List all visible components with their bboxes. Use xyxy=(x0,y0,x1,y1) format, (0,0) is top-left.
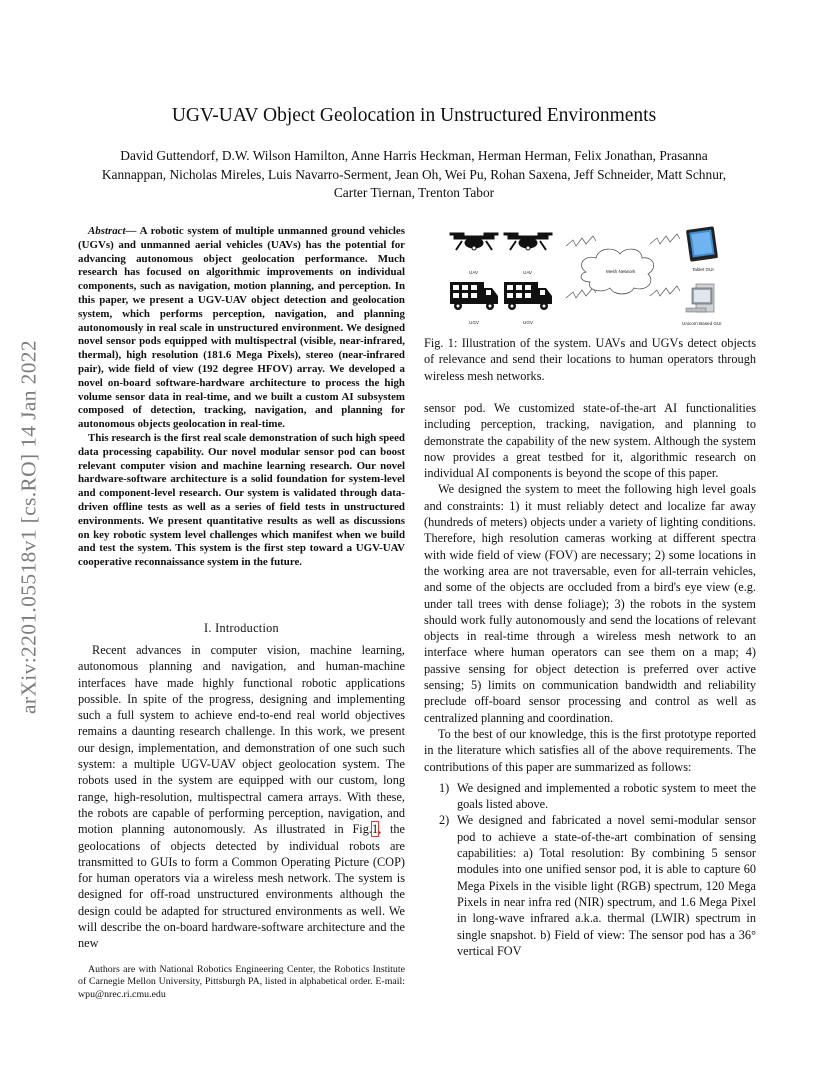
tablet-gui-icon xyxy=(686,226,718,262)
right-paragraph-2: We designed the system to meet the following high level goals and constraints: 1) it must reliably detect and localize far away (hundreds of meters) objects under a variety of lighting conditions. Therefore, high resolution cameras working at different spectra with wide field of view (FOV) are necessary; 2) some locations in the working area are not traversable, even for all-terrain vehicles, and some of the objects are occluded from a bird's eye view (e.g. under tall trees with dense foliage); 3) the robots in the system should work fully autonomously and send the locations of relevant objects in real-time through a wireless mesh network to an interface where human operators can see them on a map; 4) passive sensing for object detection is preferred over active sensing; 5) limits on communication bandwidth and reliability preclude off-board sensor processing and control as well as centralized planning and coordination. xyxy=(424,482,756,725)
abstract-dash: — xyxy=(125,225,137,237)
contributions-list xyxy=(424,780,756,959)
right-paragraph-3: To the best of our knowledge, this is the first prototype reported in the literature which satisfies all of the above requirements. The contributions of this paper are summarized as follows: xyxy=(424,726,756,774)
introduction-paragraph-1 xyxy=(78,642,405,952)
arxiv-identifier-text: arXiv:2201.05518v1 [cs.RO] 14 Jan 2022 xyxy=(16,340,41,714)
uav-1-icon xyxy=(450,233,498,250)
list-item xyxy=(424,812,756,959)
right-paragraph-1: sensor pod. We customized state-of-the-art AI functionalities including perception, tracking, navigation, and planning to demonstrate the capability of the new system. Although the system now provides a great testbed for it, algorithmic research on individual AI components is beyond the scope of this paper. xyxy=(424,401,756,481)
computer-gui-icon xyxy=(686,284,714,312)
abstract-label: Abstract xyxy=(88,225,126,237)
abstract-paragraph-2: This research is the first real scale demonstration of such high speed data processing capability. Our novel modular sensor pod can boost relevant computer vision and machine learning research. Our novel hardware-software architecture is a solid foundation for system-level and component-level research. Our system is validated through data-driven offline tests as well as a series of field tests in unstructured environments. We present quantitative results as well as discussions on key robotic system level challenges which manifest when we build and test the system. This system is the first step toward a UGV-UAV cooperative reconnaissance system in the future. xyxy=(78,431,405,569)
ugv-1-icon xyxy=(450,282,498,310)
intro-text-a: Recent advances in computer vision, machine learning, autonomous planning and navigation, and human-machine interfaces have made highly functional robotic applications possible. In spite of the progress, designing and implementing such a full system to achieve end-to-end real world objectives remains a daunting research challenge. In this work, we present our design, implementation, and demonstration of one such such system: a multiple UGV-UAV object geolocation system. The robots used in the system are equipped with our custom, long range, high-resolution, multispectral camera arrays. With these, the robots are capable of performing perception, navigation, and motion planning autonomously. As illustrated in Fig. xyxy=(78,643,405,837)
abstract xyxy=(78,225,405,570)
list-item-text: We designed and implemented a robotic system to meet the goals listed above. xyxy=(457,780,756,812)
arxiv-identifier xyxy=(10,292,48,762)
ugv-2-icon xyxy=(504,282,552,310)
list-item-number: 1) xyxy=(439,780,450,795)
uav-2-icon xyxy=(504,233,552,250)
author-list: David Guttendorf, D.W. Wilson Hamilton, Anne Harris Heckman, Herman Herman, Felix Jonathan, Prasanna Kannappan, Nicholas Mireles, Luis Navarro-Serment, Jean Oh, Wei Pu, Rohan Saxena, Jeff Schneider, Matt Schnur, Carter Tiernan, Trenton Tabor xyxy=(101,148,727,201)
list-item-text: We designed and fabricated a novel semi-modular sensor pod to achieve a state-of-the-art combination of sensing capabilities: a) Total resolution: By combining 5 sensor modules into one unified sensor pod, it is able to capture 60 Mega Pixels in the visible light (RGB) spectrum, 120 Mega Pixels in near infra red (NIR) spectrum, and 1.6 Mega Pixel in long-wave infrared a.k.a. thermal (LWIR) spectrum in single snapshot. b) Field of view: The sensor pod has a 36° vertical FOV xyxy=(457,813,756,958)
section-heading-text: I. Introduction xyxy=(204,621,279,635)
list-item xyxy=(424,780,756,813)
label-mesh-network: Mesh Network xyxy=(606,269,636,274)
intro-text-b: , the geolocations of objects detected by individual robots are transmitted to GUIs to form a Common Operating Picture (COP) for human operators via a wireless mesh network. The system is designed for off-road unstructured environments although the design could be adapted for structured environments as well. We will describe the on-board hardware-software architecture and the new xyxy=(78,822,406,951)
paper-title: UGV-UAV Object Geolocation in Unstructured Environments xyxy=(171,105,657,126)
label-unicorn-gui: Unicorn Based GUI xyxy=(682,321,722,326)
label-ugv-2: UGV xyxy=(523,320,533,325)
right-column-body xyxy=(424,400,756,959)
label-uav-1: UAV xyxy=(469,270,479,275)
introduction-body xyxy=(78,642,405,952)
figure-reference-link[interactable]: 1 xyxy=(371,822,379,837)
figure-1-illustration xyxy=(436,224,746,330)
label-tablet-gui: Tablet GUI xyxy=(692,267,714,272)
label-uav-2: UAV xyxy=(523,270,533,275)
section-heading-introduction xyxy=(78,621,405,636)
figure-1-caption: Fig. 1: Illustration of the system. UAVs and UGVs detect objects of relevance and send their locations to human operators through wireless mesh networks. xyxy=(424,336,756,383)
label-ugv-1: UGV xyxy=(469,320,479,325)
system-diagram xyxy=(436,224,746,330)
footnote: Authors are with National Robotics Engineering Center, the Robotics Institute of Carnegie Mellon University, Pittsburgh PA, listed in alphabetical order. E-mail: wpu@nrec.ri.cmu.edu xyxy=(78,964,405,1000)
abstract-paragraph-1 xyxy=(78,225,405,432)
abstract-text-1: A robotic system of multiple unmanned ground vehicles (UGVs) and unmanned aerial vehicles (UAVs) has the potential for advancing autonomous object geolocation performance. Much research has focused on algorithmic improvements on individual components, such as navigation, motion planning, and perception. In this paper, we present a UGV-UAV object detection and geolocation system, which performs perception, navigation, and planning autonomously in real scale in unstructured environment. We designed novel sensor pods equipped with multispectral (visible, near-infrared, thermal), high resolution (181.6 Mega Pixels), stereo (near-infrared pair), wide field of view (192 degree HFOV) array. We developed a novel on-board software-hardware architecture to process the high volume sensor data in real-time, and we built a custom AI subsystem composed of detection, tracking, navigation, and planning for autonomous objects geolocation in real-time. xyxy=(78,225,405,431)
list-item-number: 2) xyxy=(439,813,450,828)
